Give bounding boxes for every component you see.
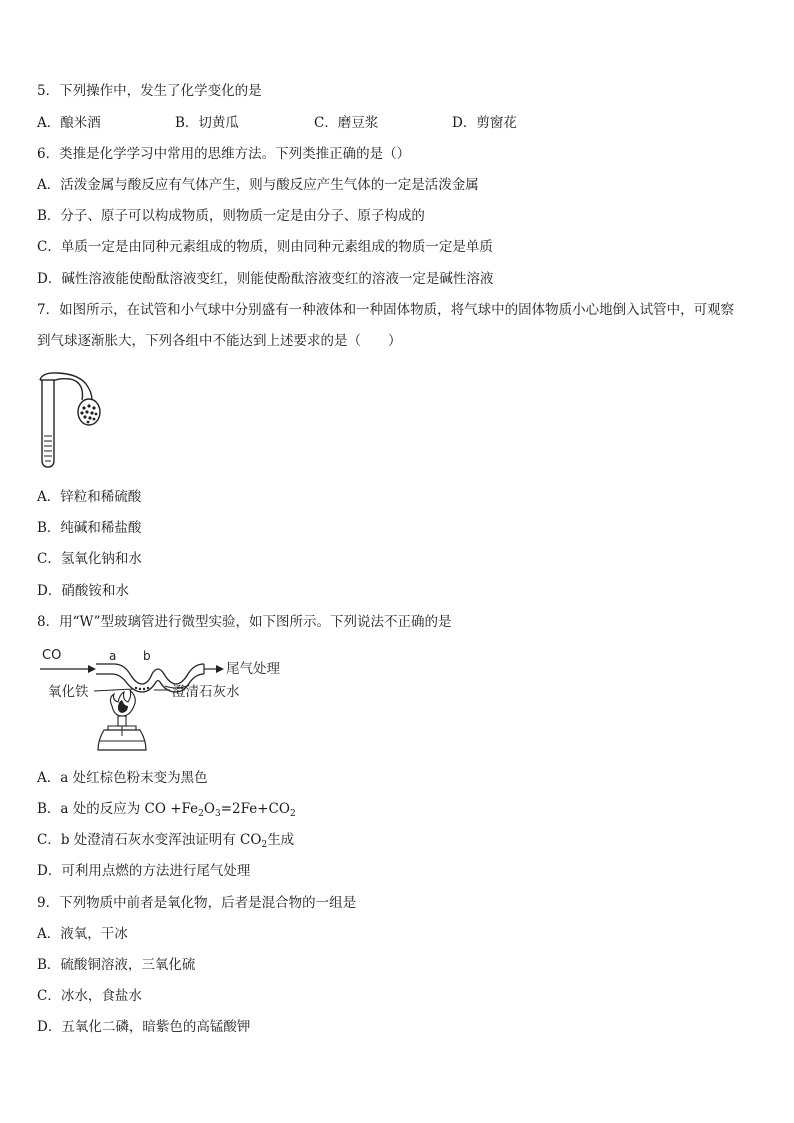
q9-option-a: A．液氧，干冰 [37, 926, 128, 942]
test-tube-balloon-figure [36, 370, 116, 472]
q8-option-d: D．可利用点燃的方法进行尾气处理 [37, 863, 251, 879]
q7-option-d: D．硝酸铵和水 [37, 583, 129, 599]
q7-option-a: A．锌粒和稀硫酸 [37, 489, 142, 505]
q5-stem: 5．下列操作中，发生了化学变化的是 [37, 83, 262, 99]
co-label: CO [42, 648, 62, 663]
q9-option-b: B．硫酸铜溶液，三氧化硫 [37, 957, 196, 973]
q7-stem-line2: 到气球逐渐胀大，下列各组中不能达到上述要求的是（ ） [37, 333, 402, 349]
label-a: a [109, 649, 117, 663]
q6-option-d: D．碱性溶液能使酚酞溶液变红，则能使酚酞溶液变红的溶液一定是碱性溶液 [37, 271, 494, 287]
q7-option-c: C．氢氧化钠和水 [37, 551, 142, 567]
q5-option-c: C．磨豆浆 [314, 115, 379, 131]
q8-option-c: C．b 处澄清石灰水变浑浊证明有 $CO_2$生成 [37, 832, 295, 850]
iron-oxide-label: 氧化铁 [48, 684, 89, 700]
w-tube-apparatus-figure [38, 644, 298, 756]
q6-option-c: C．单质一定是由同种元素组成的物质，则由同种元素组成的物质一定是单质 [37, 239, 493, 255]
label-b: b [143, 649, 151, 663]
q6-stem: 6．类推是化学学习中常用的思维方法。下列类推正确的是（） [37, 146, 411, 162]
limewater-label: 澄清石灰水 [172, 684, 240, 700]
q8-option-a: A．a 处红棕色粉末变为黑色 [37, 770, 208, 786]
tail-gas-label: 尾气处理 [226, 661, 280, 677]
q7-stem-line1: 7．如图所示，在试管和小气球中分别盛有一种液体和一种固体物质，将气球中的固体物质小心地倒入试管中，可观察 [37, 302, 735, 318]
q9-stem: 9．下列物质中前者是氧化物，后者是混合物的一组是 [37, 895, 357, 911]
q8-stem: 8．用“W”型玻璃管进行微型实验，如下图所示。下列说法不正确的是 [37, 614, 452, 630]
q7-option-b: B．纯碱和稀盐酸 [37, 520, 142, 536]
q5-option-d: D．剪窗花 [452, 115, 517, 131]
q5-option-b: B．切黄瓜 [175, 115, 239, 131]
q6-option-b: B．分子、原子可以构成物质，则物质一定是由分子、原子构成的 [37, 208, 425, 224]
q9-option-c: C．冰水，食盐水 [37, 988, 142, 1004]
q5-option-a: A．酿米酒 [37, 115, 101, 131]
q9-option-d: D．五氧化二磷，暗紫色的高锰酸钾 [37, 1019, 251, 1035]
q6-option-a: A．活泼金属与酸反应有气体产生，则与酸反应产生气体的一定是活泼金属 [37, 177, 479, 193]
q8-option-b: B．a 处的反应为 CO $+Fe_2O_3=2Fe+CO_2$ [37, 801, 296, 819]
